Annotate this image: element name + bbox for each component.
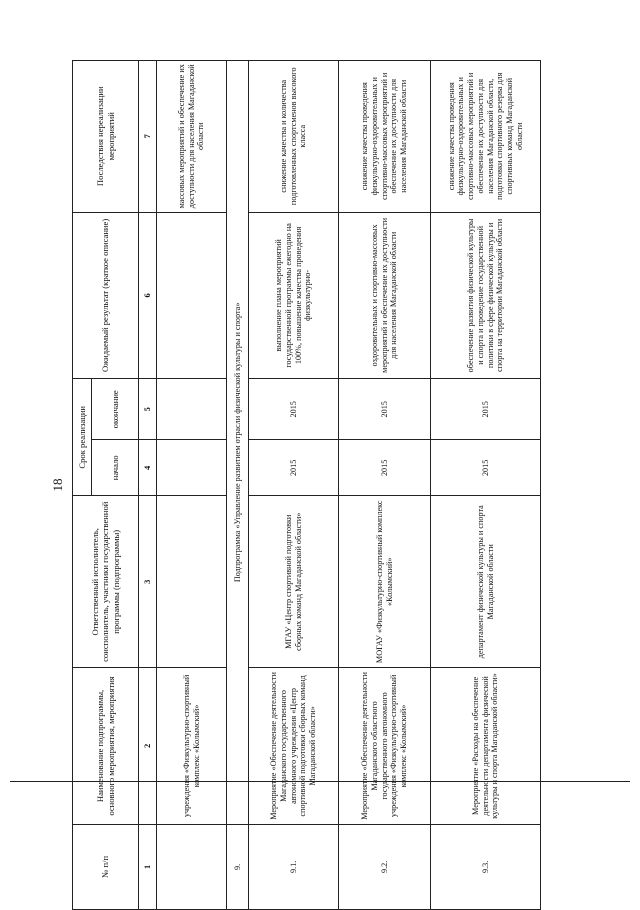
column-number: 1 [139, 824, 157, 909]
table-row [249, 61, 339, 910]
header-executor: Ответственный исполнитель, соисполнитель, участники государственной программы (подпрограммы) [73, 496, 139, 668]
row-executor [157, 496, 227, 668]
row-name: Мероприятие «Обеспечение деятельности Магаданского государственного автономного учреждения «Центр спортивной подготовки сборных команд Магаданской области» [249, 668, 339, 825]
table-row [339, 61, 431, 910]
subprogram-num: 9. [227, 824, 249, 909]
subprogram-row [227, 61, 249, 910]
row-end [157, 379, 227, 440]
header-start: начало [92, 440, 139, 496]
header-consequence: Последствия нереализации мероприятий [73, 61, 139, 213]
header-row [73, 61, 92, 910]
row-executor: МОГАУ «Физкультурно-спортивный комплекс «Колымский» [339, 496, 431, 668]
row-executor: департамент физической культуры и спорта Магаданской области [431, 496, 541, 668]
row-name: учреждения «Физкультурно-спортивный комплекс «Колымский» [157, 668, 227, 825]
column-number: 6 [139, 212, 157, 379]
row-consequence: массовых мероприятий и обеспечение их доступности для населения Магаданской области [157, 61, 227, 213]
page-divider [10, 781, 630, 782]
header-term: Срок реализации [73, 379, 92, 496]
rotated-page [50, 60, 590, 910]
row-consequence: снижение качества и количества подготовленных спортсменов высокого класса [249, 61, 339, 213]
column-number-row [139, 61, 157, 910]
table-row [157, 61, 227, 910]
row-result: выполнение плана мероприятий государственной программы ежегодно на 100%, повышение качества проведения физкультурно- [249, 212, 339, 379]
column-number: 4 [139, 440, 157, 496]
row-executor: МГАУ «Центр спортивной подготовки сборных команд Магаданской области» [249, 496, 339, 668]
header-name: Наименование подпрограммы, основного мероприятия, мероприятия [73, 668, 139, 825]
row-end: 2015 [431, 379, 541, 440]
row-result [157, 212, 227, 379]
row-consequence: снижение качества проведения физкультурно-оздоровительных и спортивно-массовых мероприятий и обеспечение их доступности для населения Магаданской области, подготовки спортивного резерва для спортивных команд Магаданской области [431, 61, 541, 213]
row-name: Мероприятие «Обеспечение деятельности Магаданского областного государственного автономного учреждения «Физкультурно-спортивный комплекс «Колымский» [339, 668, 431, 825]
column-number: 2 [139, 668, 157, 825]
column-number: 5 [139, 379, 157, 440]
row-num: 9.2. [339, 824, 431, 909]
column-number: 7 [139, 61, 157, 213]
row-num: 9.1. [249, 824, 339, 909]
row-start: 2015 [249, 440, 339, 496]
header-num: № п/п [73, 824, 139, 909]
row-result: оздоровительных и спортивно-массовых мероприятий и обеспечение их доступности для населения Магаданской области [339, 212, 431, 379]
column-number: 3 [139, 496, 157, 668]
row-start: 2015 [339, 440, 431, 496]
table-row [431, 61, 541, 910]
row-start [157, 440, 227, 496]
subprogram-title: Подпрограмма «Управление развитием отрасли физической культуры и спорта» [227, 61, 249, 825]
row-start: 2015 [431, 440, 541, 496]
header-end: окончание [92, 379, 139, 440]
row-consequence: снижение качества проведения физкультурно-оздоровительных и спортивно-массовых мероприятий и обеспечение их доступности для населения Магаданской области [339, 61, 431, 213]
row-num [157, 824, 227, 909]
row-end: 2015 [339, 379, 431, 440]
row-end: 2015 [249, 379, 339, 440]
program-table [72, 60, 541, 910]
row-name: Мероприятие «Расходы на обеспечение деятельности департамента физической культуры и спорта Магаданской области» [431, 668, 541, 825]
row-result: обеспечение развития физической культуры и спорта и проведение государственной политики в сфере физической культуры и спорта на территории Магаданской области [431, 212, 541, 379]
row-num: 9.3. [431, 824, 541, 909]
header-result: Ожидаемый результат (краткое описание) [73, 212, 139, 379]
page-number: 18 [50, 478, 65, 492]
